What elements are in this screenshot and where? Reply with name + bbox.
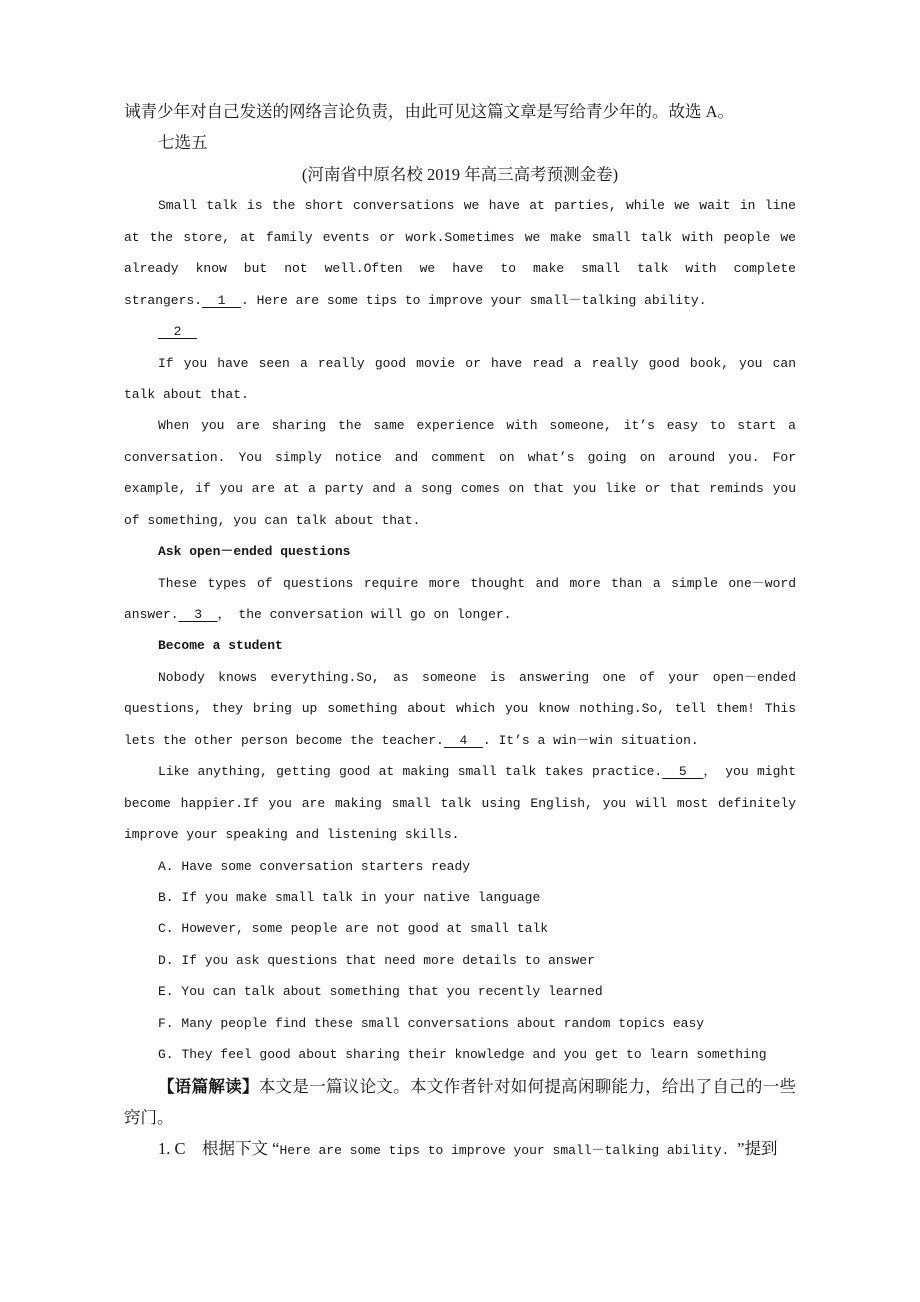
text-segment: ， the conversation will go on longer. bbox=[217, 607, 512, 622]
blank-5: 5 bbox=[662, 764, 704, 780]
text-segment: ， you might become happier.If you are making small talk using English, you will most definitely improve your speaking and listening skills. bbox=[124, 764, 797, 843]
option-a bbox=[124, 851, 796, 882]
source-title bbox=[124, 159, 796, 190]
text-segment: 1. C 根据下文 “ bbox=[158, 1139, 280, 1159]
option-f bbox=[124, 1008, 796, 1039]
document-body bbox=[124, 96, 796, 1167]
passage-paragraph-1 bbox=[124, 190, 796, 316]
blank-4: 4 bbox=[443, 732, 483, 748]
text-segment: Become a student bbox=[158, 638, 283, 654]
text-segment: When you are sharing the same experience with someone, it’s easy to start a conversation. You simply notice and comment on what’s going on around you. For example, if you are at a party and a song comes on that you like or that reminds you of something, you can talk about that. bbox=[124, 418, 796, 528]
text-segment: C. However, some people are not good at small talk bbox=[158, 921, 549, 937]
passage-paragraph-4 bbox=[124, 568, 796, 631]
text-segment: E. You can talk about something that you recently learned bbox=[158, 984, 603, 1000]
passage-paragraph-6 bbox=[124, 756, 796, 850]
text-segment: 【语篇解读】 bbox=[158, 1076, 259, 1096]
text-segment: B. If you make small talk in your native language bbox=[158, 889, 541, 905]
passage-heading-open-ended bbox=[124, 536, 796, 567]
text-segment: Ask open－ended questions bbox=[158, 544, 351, 560]
passage-paragraph-3 bbox=[124, 410, 796, 536]
text-segment: Nobody knows everything.So, as someone is answering one of your open－ended questions, they bring up something about which you know nothing.So, tell them! This lets the other person become the teacher. bbox=[124, 669, 796, 748]
option-c bbox=[124, 913, 796, 944]
option-e bbox=[124, 976, 796, 1007]
text-segment: Here are some tips to improve your small－talking ability. bbox=[279, 1143, 738, 1159]
text-segment: If you have seen a really good movie or have read a really good book, you can talk about that. bbox=[124, 355, 796, 402]
text-segment: A. Have some conversation starters ready bbox=[158, 858, 471, 874]
blank-1: 1 bbox=[202, 292, 242, 308]
text-segment: . It’s a win－win situation. bbox=[482, 732, 699, 748]
text-segment: These types of questions require more thought and more than a simple one－word answer. bbox=[124, 575, 796, 622]
passage-paragraph-5 bbox=[124, 662, 796, 756]
text-segment: Like anything, getting good at making small talk takes practice. bbox=[158, 764, 663, 780]
option-b bbox=[124, 882, 796, 913]
section-label bbox=[124, 127, 796, 158]
passage-heading-become-student bbox=[124, 630, 796, 661]
text-segment: 诫青少年对自己发送的网络言论负责，由此可见这篇文章是写给青少年的。故选 A。 bbox=[124, 102, 735, 121]
text-segment: 七选五 bbox=[158, 133, 208, 153]
blank-3: 3 bbox=[178, 607, 218, 622]
text-segment: D. If you ask questions that need more details to answer bbox=[158, 952, 595, 968]
option-d bbox=[124, 945, 796, 976]
passage-analysis bbox=[124, 1071, 796, 1134]
blank-2-line bbox=[124, 316, 796, 347]
answer-tail-line bbox=[124, 96, 796, 127]
text-segment: (河南省中原名校 2019 年高三高考预测金卷) bbox=[301, 164, 619, 184]
passage-paragraph-2 bbox=[124, 348, 796, 411]
text-segment: F. Many people find these small conversations about random topics easy bbox=[158, 1015, 705, 1031]
text-segment: ”提到 bbox=[737, 1139, 778, 1159]
blank-2: 2 bbox=[158, 324, 198, 340]
text-segment: . Here are some tips to improve your small－talking ability. bbox=[241, 292, 707, 308]
option-g bbox=[124, 1039, 796, 1070]
text-segment: 本文是一篇议论文。本文作者针对如何提高闲聊能力，给出了自己的一些窍门。 bbox=[124, 1076, 797, 1127]
text-segment: G. They feel good about sharing their knowledge and you get to learn something bbox=[158, 1047, 767, 1063]
answer-1-explanation bbox=[124, 1133, 796, 1166]
text-segment: Small talk is the short conversations we have at parties, while we wait in line at the store, at family events or work.Sometimes we make small talk with people we already know but not well.Often we have to make small talk with complete strangers. bbox=[124, 198, 796, 308]
